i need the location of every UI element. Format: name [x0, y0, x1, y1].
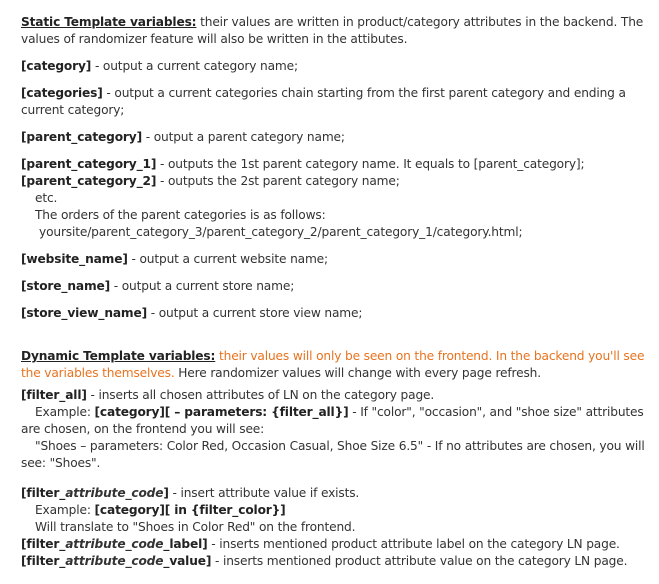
var-parent-category-2: [parent_category_2] - outputs the 2st parent category name;	[21, 174, 400, 188]
var-parent-category: [parent_category] - output a parent category name;	[21, 130, 345, 144]
var-parent-category-1: [parent_category_1] - outputs the 1st parent category name. It equals to [parent_category];	[21, 157, 585, 171]
dynamic-intro: Dynamic Template variables: their values will only be seen on the frontend. In the backend you'll see the variables themselves. Here randomizer values will change with every page refresh.	[21, 349, 645, 380]
filter-attribute-example: Example: [category][ in {filter_color}]	[35, 503, 286, 517]
var-category: [category] - output a current category name;	[21, 59, 298, 73]
order-note: The orders of the parent categories is as follows:	[35, 208, 326, 222]
order-path: yoursite/parent_category_3/parent_category_2/parent_category_1/category.html;	[39, 225, 523, 239]
dynamic-heading: Dynamic Template variables:	[21, 349, 216, 363]
dynamic-warning: their values will only be seen on the frontend. In the backend you'll see the variables themselves.	[21, 349, 645, 380]
static-heading: Static Template variables:	[21, 15, 197, 29]
static-intro: Static Template variables: their values are written in product/category attributes in the backend. The values of randomizer feature will also be written in the attibutes.	[21, 15, 644, 46]
var-store-name: [store_name] - output a current store name;	[21, 279, 295, 293]
filter-all-result: "Shoes – parameters: Color Red, Occasion Casual, Shoe Size 6.5" - If no attributes are chosen, you will see: "Shoes".	[21, 439, 645, 470]
filter-all-example: Example: [category][ – parameters: {filter_all}] - If "color", "occasion", and "shoe size" attributes are chosen, on the frontend you will see:	[21, 405, 644, 436]
var-filter-attribute-value: [filter_attribute_code_value] - inserts mentioned product attribute value on the category LN page.	[21, 554, 628, 568]
filter-attribute-translate: Will translate to "Shoes in Color Red" on the frontend.	[35, 520, 356, 534]
var-filter-attribute-label: [filter_attribute_code_label] - inserts mentioned product attribute label on the category LN page.	[21, 537, 620, 551]
var-website-name: [website_name] - output a current website name;	[21, 252, 328, 266]
var-store-view-name: [store_view_name] - output a current store view name;	[21, 306, 363, 320]
etc-text: etc.	[35, 191, 58, 205]
var-filter-all: [filter_all] - inserts all chosen attributes of LN on the category page.	[21, 388, 435, 402]
var-categories: [categories] - output a current categories chain starting from the first parent category and ending a current category;	[21, 86, 626, 117]
var-filter-attribute: [filter_attribute_code] - insert attribute value if exists.	[21, 486, 360, 500]
